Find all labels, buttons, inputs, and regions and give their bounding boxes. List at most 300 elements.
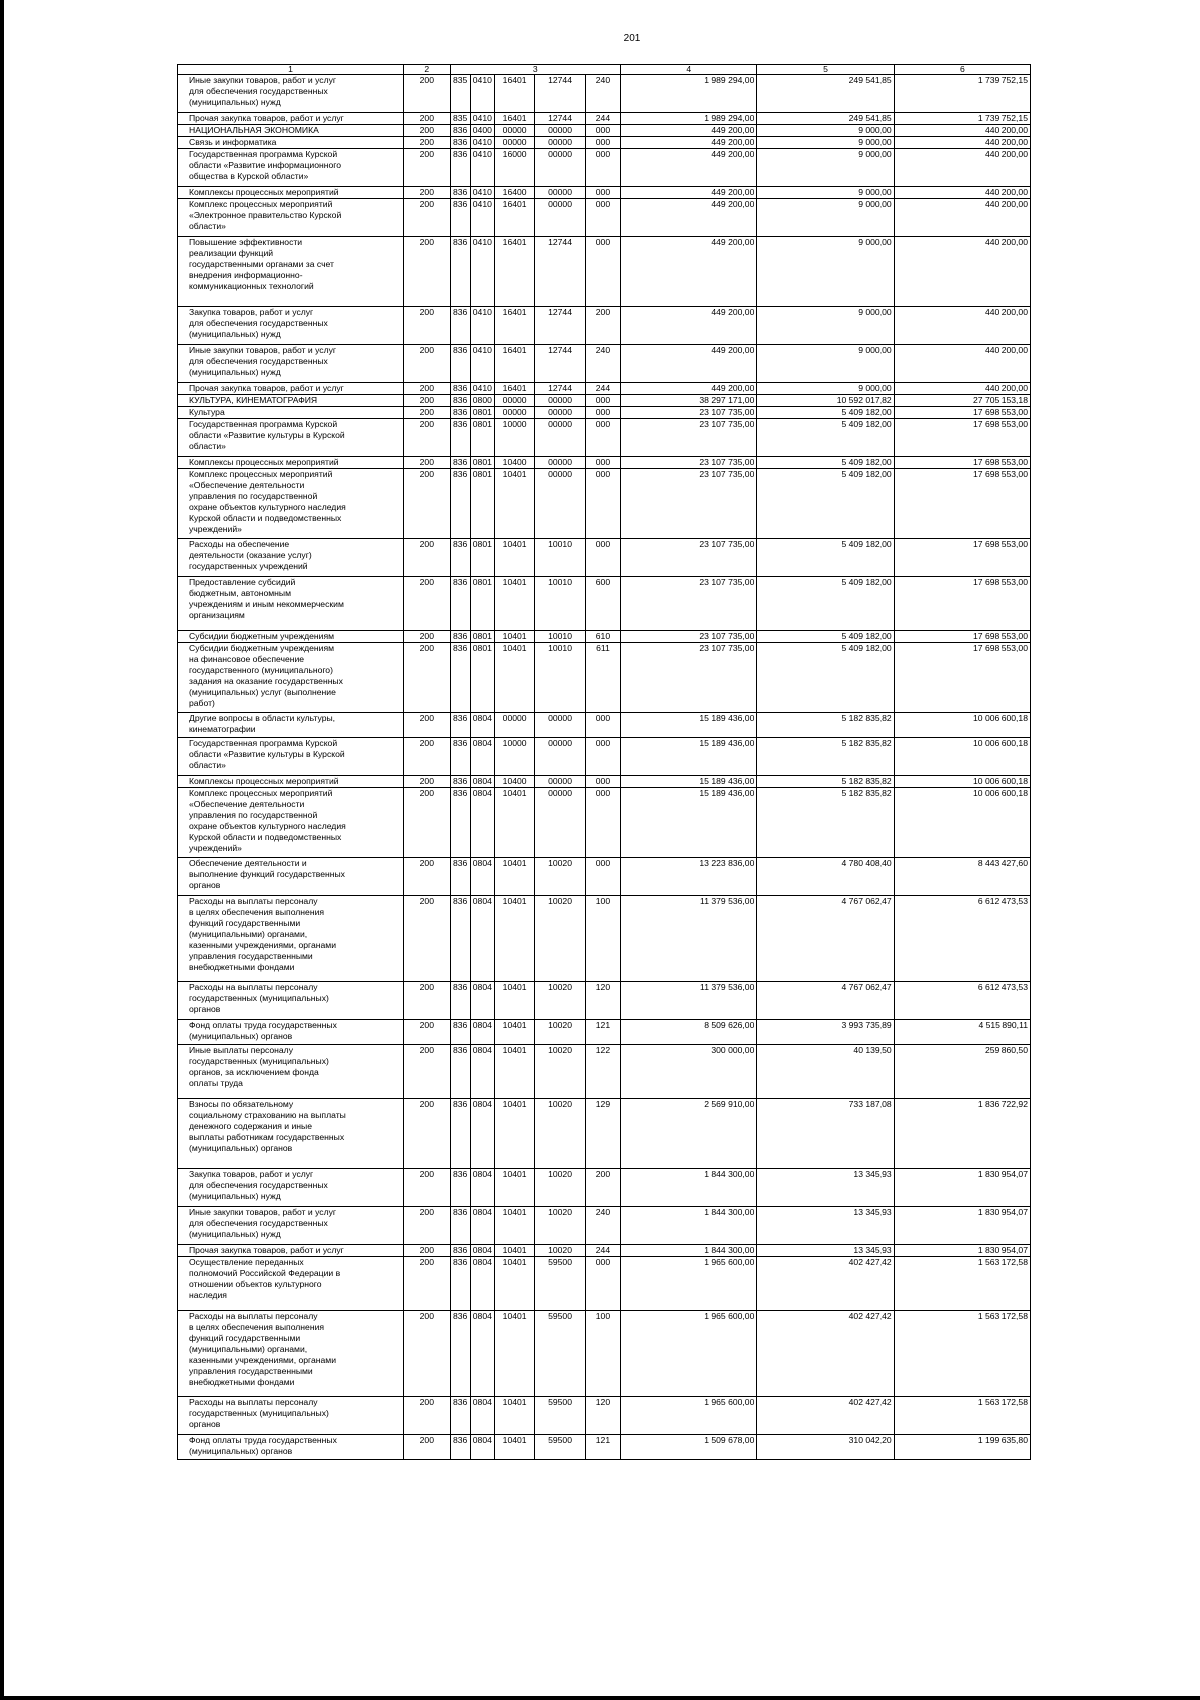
table-row [178,345,1031,383]
table-cell-col4: 23 107 735,00 [621,469,757,539]
table-cell-col3-b: 0804 [470,788,494,858]
table-row [178,75,1031,113]
table-cell-col6: 17 698 553,00 [894,577,1030,631]
table-cell-col2: 200 [404,137,450,149]
table-cell-col5: 733 187,08 [757,1099,894,1169]
table-cell-col3-e: 000 [585,788,620,858]
table-cell-col5: 9 000,00 [757,137,894,149]
table-cell-col3-b: 0804 [470,776,494,788]
header-cell: 3 [450,65,621,75]
table-cell-col3-a: 836 [450,1207,470,1245]
table-cell-col5: 5 409 182,00 [757,469,894,539]
table-cell-col3-a: 836 [450,1397,470,1435]
table-cell-col3-e: 000 [585,125,620,137]
table-cell-col3-a: 836 [450,457,470,469]
table-cell-col3-e: 000 [585,738,620,776]
table-cell-col6: 8 443 427,60 [894,858,1030,896]
table-cell-name: Фонд оплаты труда государственных (муниципальных) органов [178,1020,404,1045]
table-cell-col2: 200 [404,776,450,788]
table-cell-col6: 1 830 954,07 [894,1245,1030,1257]
table-cell-col3-d: 10020 [535,858,585,896]
table-cell-col2: 200 [404,1257,450,1311]
table-cell-col3-c: 10401 [494,539,534,577]
table-cell-name: Прочая закупка товаров, работ и услуг [178,383,404,395]
table-cell-col5: 9 000,00 [757,125,894,137]
table-cell-col3-e: 000 [585,1257,620,1311]
table-cell-col3-b: 0801 [470,469,494,539]
table-row [178,631,1031,643]
table-cell-col3-c: 16401 [494,345,534,383]
table-cell-col3-a: 836 [450,858,470,896]
table-cell-col6: 1 563 172,58 [894,1397,1030,1435]
table-cell-col5: 9 000,00 [757,187,894,199]
table-cell-col2: 200 [404,1045,450,1099]
table-cell-col4: 1 989 294,00 [621,75,757,113]
table-cell-col2: 200 [404,469,450,539]
table-cell-col5: 310 042,20 [757,1435,894,1460]
table-cell-col3-c: 10401 [494,1099,534,1169]
table-cell-col6: 10 006 600,18 [894,776,1030,788]
table-cell-col3-a: 836 [450,1311,470,1397]
page-number: 201 [623,33,641,44]
table-cell-col3-c: 10000 [494,738,534,776]
table-row [178,383,1031,395]
table-cell-name: Субсидии бюджетным учреждениям на финансовое обеспечение государственного (муниципального) задания на оказание государственных (муниципальных) услуг (выполнение работ) [178,643,404,713]
table-cell-name: Закупка товаров, работ и услуг для обеспечения государственных (муниципальных) нужд [178,1169,404,1207]
table-cell-col3-e: 121 [585,1435,620,1460]
table-cell-col3-a: 836 [450,395,470,407]
table-cell-col4: 449 200,00 [621,125,757,137]
table-cell-col6: 17 698 553,00 [894,407,1030,419]
table-cell-col3-c: 10401 [494,896,534,982]
table-row [178,858,1031,896]
table-row [178,1020,1031,1045]
table-cell-col6: 440 200,00 [894,125,1030,137]
table-cell-col3-e: 611 [585,643,620,713]
table-cell-col2: 200 [404,1397,450,1435]
table-cell-col3-b: 0804 [470,1020,494,1045]
table-cell-name: Комплекс процессных мероприятий «Обеспечение деятельности управления по государственной охране объектов культурного наследия Курской области и подведомственных учреждений» [178,788,404,858]
table-cell-name: Расходы на выплаты персоналу в целях обеспечения выполнения функций государственными (муниципальными) органами, казенными учреждениями, органами управления государственными внебюджетными фондами [178,896,404,982]
header-cell: 4 [621,65,757,75]
table-row [178,1099,1031,1169]
table-cell-col3-d: 12744 [535,75,585,113]
table-cell-col5: 402 427,42 [757,1311,894,1397]
table-row [178,1169,1031,1207]
table-cell-col3-d: 10010 [535,631,585,643]
table-cell-col4: 23 107 735,00 [621,643,757,713]
table-cell-name: Прочая закупка товаров, работ и услуг [178,113,404,125]
table-cell-col3-c: 00000 [494,137,534,149]
table-cell-col3-e: 000 [585,149,620,187]
table-cell-col3-c: 16400 [494,187,534,199]
table-cell-col4: 449 200,00 [621,307,757,345]
table-cell-col3-c: 00000 [494,407,534,419]
table-cell-col2: 200 [404,1311,450,1397]
table-cell-col3-e: 244 [585,383,620,395]
table-cell-col4: 449 200,00 [621,237,757,307]
table-cell-col5: 9 000,00 [757,345,894,383]
table-cell-col3-d: 12744 [535,113,585,125]
table-cell-col3-c: 10401 [494,469,534,539]
table-cell-col3-e: 240 [585,345,620,383]
table-cell-name: Другие вопросы в области культуры, кинематографии [178,713,404,738]
table-cell-col5: 5 409 182,00 [757,419,894,457]
table-cell-col3-a: 836 [450,896,470,982]
table-cell-col2: 200 [404,858,450,896]
table-row [178,1311,1031,1397]
scan-edge-left [0,0,4,1700]
table-cell-col2: 200 [404,307,450,345]
table-cell-col3-c: 10401 [494,1397,534,1435]
table-cell-col2: 200 [404,149,450,187]
table-cell-col3-c: 16401 [494,75,534,113]
table-cell-col6: 10 006 600,18 [894,788,1030,858]
table-cell-col2: 200 [404,738,450,776]
table-cell-col3-d: 10020 [535,1207,585,1245]
table-row [178,469,1031,539]
table-cell-col2: 200 [404,187,450,199]
table-cell-col5: 9 000,00 [757,307,894,345]
table-cell-col2: 200 [404,788,450,858]
table-cell-col3-d: 00000 [535,419,585,457]
table-cell-col3-d: 12744 [535,237,585,307]
table-cell-col3-c: 10401 [494,858,534,896]
table-cell-col4: 23 107 735,00 [621,577,757,631]
table-cell-col5: 4 767 062,47 [757,982,894,1020]
table-row [178,1207,1031,1245]
table-cell-col4: 449 200,00 [621,187,757,199]
table-cell-col3-b: 0801 [470,539,494,577]
table-cell-col3-d: 10020 [535,896,585,982]
table-cell-col3-e: 120 [585,982,620,1020]
table-cell-col2: 200 [404,713,450,738]
table-cell-col3-b: 0801 [470,457,494,469]
table-row [178,125,1031,137]
table-cell-col3-a: 836 [450,383,470,395]
table-cell-col6: 6 612 473,53 [894,982,1030,1020]
table-cell-col3-c: 10401 [494,577,534,631]
table-cell-col3-b: 0804 [470,1099,494,1169]
table-cell-col5: 249 541,85 [757,113,894,125]
table-cell-col3-c: 10401 [494,1311,534,1397]
table-cell-col6: 1 563 172,58 [894,1311,1030,1397]
table-cell-col3-d: 10010 [535,577,585,631]
table-row [178,896,1031,982]
table-cell-col3-d: 00000 [535,395,585,407]
table-cell-col6: 6 612 473,53 [894,896,1030,982]
table-cell-col6: 17 698 553,00 [894,457,1030,469]
table-cell-col5: 40 139,50 [757,1045,894,1099]
table-cell-col4: 1 989 294,00 [621,113,757,125]
table-cell-col3-d: 00000 [535,125,585,137]
table-cell-col3-d: 12744 [535,345,585,383]
table-cell-col3-b: 0801 [470,419,494,457]
table-row [178,577,1031,631]
table-cell-col3-b: 0410 [470,149,494,187]
table-row [178,738,1031,776]
table-cell-col3-e: 200 [585,307,620,345]
table-cell-col3-a: 836 [450,125,470,137]
table-cell-col3-c: 00000 [494,713,534,738]
table-cell-name: Иные закупки товаров, работ и услуг для обеспечения государственных (муниципальных) нужд [178,75,404,113]
table-cell-col3-c: 10400 [494,457,534,469]
table-cell-col3-a: 836 [450,776,470,788]
table-cell-col3-b: 0804 [470,1397,494,1435]
table-cell-col3-a: 836 [450,643,470,713]
table-cell-col3-a: 836 [450,199,470,237]
table-cell-name: Осуществление переданных полномочий Российской Федерации в отношении объектов культурного наследия [178,1257,404,1311]
table-cell-col3-a: 836 [450,1245,470,1257]
table-cell-col3-b: 0804 [470,896,494,982]
table-cell-col3-a: 836 [450,1435,470,1460]
table-cell-col3-e: 610 [585,631,620,643]
table-cell-col3-a: 836 [450,788,470,858]
table-cell-name: Расходы на выплаты персоналу в целях обеспечения выполнения функций государственными (муниципальными) органами, казенными учреждениями, органами управления государственными внебюджетными фондами [178,1311,404,1397]
table-cell-col4: 11 379 536,00 [621,896,757,982]
table-row [178,1435,1031,1460]
table-cell-name: Государственная программа Курской области «Развитие культуры в Курской области» [178,419,404,457]
table-cell-col5: 9 000,00 [757,149,894,187]
table-cell-col6: 440 200,00 [894,187,1030,199]
table-cell-col6: 1 563 172,58 [894,1257,1030,1311]
table-cell-col5: 402 427,42 [757,1397,894,1435]
table-row [178,713,1031,738]
table-cell-col3-b: 0804 [470,738,494,776]
table-cell-col3-e: 240 [585,75,620,113]
table-cell-col3-a: 836 [450,407,470,419]
table-cell-col3-a: 836 [450,1020,470,1045]
header-cell: 2 [404,65,450,75]
table-cell-name: Комплексы процессных мероприятий [178,187,404,199]
table-cell-col5: 402 427,42 [757,1257,894,1311]
table-cell-col6: 440 200,00 [894,383,1030,395]
table-cell-col3-b: 0804 [470,1207,494,1245]
table-cell-col2: 200 [404,419,450,457]
table-cell-col3-a: 836 [450,1099,470,1169]
table-cell-name: КУЛЬТУРА, КИНЕМАТОГРАФИЯ [178,395,404,407]
table-cell-col2: 200 [404,896,450,982]
table-cell-col3-c: 10401 [494,1169,534,1207]
table-cell-col3-c: 10401 [494,1257,534,1311]
table-cell-col2: 200 [404,457,450,469]
table-cell-col3-e: 000 [585,187,620,199]
table-cell-col3-a: 836 [450,149,470,187]
table-row [178,307,1031,345]
table-cell-col3-e: 000 [585,137,620,149]
table-cell-col3-d: 00000 [535,187,585,199]
table-cell-col6: 17 698 553,00 [894,539,1030,577]
table-cell-col3-d: 59500 [535,1311,585,1397]
table-cell-col2: 200 [404,1169,450,1207]
table-cell-col4: 15 189 436,00 [621,738,757,776]
table-cell-col6: 1 830 954,07 [894,1169,1030,1207]
table-cell-col4: 23 107 735,00 [621,407,757,419]
table-cell-col6: 10 006 600,18 [894,713,1030,738]
table-cell-col3-b: 0804 [470,982,494,1020]
table-cell-col5: 5 409 182,00 [757,577,894,631]
table-cell-col3-a: 835 [450,75,470,113]
table-cell-col2: 200 [404,1020,450,1045]
table-row [178,395,1031,407]
table-cell-name: Культура [178,407,404,419]
table-cell-col3-e: 000 [585,713,620,738]
table-cell-col6: 17 698 553,00 [894,469,1030,539]
table-cell-col3-a: 836 [450,237,470,307]
table-cell-col3-a: 836 [450,1257,470,1311]
table-cell-col3-d: 10020 [535,1099,585,1169]
table-cell-col3-e: 000 [585,237,620,307]
table-cell-col5: 5 409 182,00 [757,631,894,643]
table-row [178,1397,1031,1435]
table-cell-col3-e: 121 [585,1020,620,1045]
table-cell-col4: 449 200,00 [621,199,757,237]
table-cell-col3-d: 12744 [535,307,585,345]
table-cell-col2: 200 [404,345,450,383]
table-cell-col3-e: 244 [585,113,620,125]
table-cell-col4: 23 107 735,00 [621,419,757,457]
table-cell-col6: 440 200,00 [894,149,1030,187]
table-cell-col3-a: 836 [450,137,470,149]
table-cell-col4: 2 569 910,00 [621,1099,757,1169]
table-cell-col3-b: 0804 [470,1245,494,1257]
table-cell-col3-c: 16401 [494,199,534,237]
table-cell-col2: 200 [404,982,450,1020]
table-cell-col6: 1 739 752,15 [894,113,1030,125]
table-cell-col4: 449 200,00 [621,149,757,187]
table-cell-col5: 4 780 408,40 [757,858,894,896]
table-cell-col4: 38 297 171,00 [621,395,757,407]
table-cell-col3-c: 10401 [494,1435,534,1460]
table-cell-col5: 3 993 735,89 [757,1020,894,1045]
table-cell-col3-c: 10401 [494,1245,534,1257]
table-row [178,1245,1031,1257]
table-cell-col3-e: 000 [585,457,620,469]
table-cell-col3-c: 16401 [494,113,534,125]
table-cell-col3-c: 10400 [494,776,534,788]
table-cell-col2: 200 [404,577,450,631]
table-cell-col4: 15 189 436,00 [621,713,757,738]
table-cell-col3-d: 00000 [535,149,585,187]
header-cell: 1 [178,65,404,75]
budget-table [177,64,1031,1460]
table-cell-col5: 5 409 182,00 [757,539,894,577]
table-row [178,457,1031,469]
table-cell-col3-a: 836 [450,539,470,577]
table-cell-name: Обеспечение деятельности и выполнение функций государственных органов [178,858,404,896]
scan-edge-bottom [0,1696,1200,1700]
table-cell-col2: 200 [404,1099,450,1169]
table-cell-col3-e: 000 [585,199,620,237]
table-cell-col3-d: 10020 [535,1169,585,1207]
table-cell-name: Иные закупки товаров, работ и услуг для обеспечения государственных (муниципальных) нужд [178,345,404,383]
table-cell-col4: 1 509 678,00 [621,1435,757,1460]
table-cell-col3-a: 836 [450,345,470,383]
table-cell-col2: 200 [404,1435,450,1460]
table-row [178,788,1031,858]
table-row [178,137,1031,149]
table-cell-col3-d: 10010 [535,539,585,577]
table-cell-col5: 5 182 835,82 [757,738,894,776]
table-cell-col2: 200 [404,383,450,395]
table-cell-col3-c: 10401 [494,643,534,713]
table-row [178,539,1031,577]
table-cell-col3-e: 100 [585,896,620,982]
table-cell-col3-c: 00000 [494,395,534,407]
header-row [178,65,1031,75]
table-cell-col6: 1 836 722,92 [894,1099,1030,1169]
table-cell-col5: 4 767 062,47 [757,896,894,982]
table-cell-col5: 5 409 182,00 [757,643,894,713]
table-row [178,199,1031,237]
table-cell-col2: 200 [404,631,450,643]
table-cell-col3-e: 000 [585,407,620,419]
table-cell-col2: 200 [404,237,450,307]
table-cell-col6: 440 200,00 [894,237,1030,307]
table-cell-name: НАЦИОНАЛЬНАЯ ЭКОНОМИКА [178,125,404,137]
table-row [178,113,1031,125]
table-cell-col3-d: 00000 [535,738,585,776]
table-cell-col3-b: 0410 [470,75,494,113]
table-row [178,149,1031,187]
table-cell-col3-d: 00000 [535,407,585,419]
table-cell-col6: 17 698 553,00 [894,419,1030,457]
table-cell-name: Комплекс процессных мероприятий «Электронное правительство Курской области» [178,199,404,237]
table-cell-col3-d: 59500 [535,1397,585,1435]
table-cell-col3-d: 59500 [535,1435,585,1460]
table-cell-col3-e: 240 [585,1207,620,1245]
header-cell: 5 [757,65,894,75]
table-cell-name: Субсидии бюджетным учреждениям [178,631,404,643]
table-cell-col6: 1 199 635,80 [894,1435,1030,1460]
table-cell-col5: 13 345,93 [757,1207,894,1245]
table-cell-name: Прочая закупка товаров, работ и услуг [178,1245,404,1257]
table-cell-name: Иные закупки товаров, работ и услуг для обеспечения государственных (муниципальных) нужд [178,1207,404,1245]
table-cell-col3-b: 0804 [470,1169,494,1207]
table-cell-name: Государственная программа Курской области «Развитие информационного общества в Курской области» [178,149,404,187]
table-row [178,237,1031,307]
table-cell-col4: 1 844 300,00 [621,1169,757,1207]
table-cell-col4: 1 965 600,00 [621,1397,757,1435]
table-cell-name: Государственная программа Курской области «Развитие культуры в Курской области» [178,738,404,776]
table-cell-col5: 10 592 017,82 [757,395,894,407]
table-cell-col3-d: 10020 [535,1045,585,1099]
table-cell-col3-c: 16401 [494,383,534,395]
table-cell-col2: 200 [404,1207,450,1245]
table-cell-col3-c: 10000 [494,419,534,457]
table-cell-col3-b: 0410 [470,199,494,237]
table-cell-name: Комплекс процессных мероприятий «Обеспечение деятельности управления по государственной охране объектов культурного наследия Курской области и подведомственных учреждений» [178,469,404,539]
table-cell-col3-b: 0410 [470,137,494,149]
table-cell-col6: 27 705 153,18 [894,395,1030,407]
table-cell-col2: 200 [404,395,450,407]
table-cell-col6: 10 006 600,18 [894,738,1030,776]
table-cell-col4: 1 965 600,00 [621,1257,757,1311]
table-cell-col3-c: 00000 [494,125,534,137]
table-cell-col3-e: 000 [585,469,620,539]
table-cell-name: Связь и информатика [178,137,404,149]
table-cell-col5: 5 182 835,82 [757,713,894,738]
table-cell-col3-e: 200 [585,1169,620,1207]
table-cell-col3-c: 10401 [494,1207,534,1245]
table-cell-col3-d: 00000 [535,469,585,539]
table-cell-col3-e: 100 [585,1311,620,1397]
table-cell-col3-b: 0804 [470,1045,494,1099]
table-cell-col3-e: 129 [585,1099,620,1169]
table-cell-col3-b: 0804 [470,713,494,738]
table-cell-col3-d: 59500 [535,1257,585,1311]
table-cell-col6: 1 739 752,15 [894,75,1030,113]
